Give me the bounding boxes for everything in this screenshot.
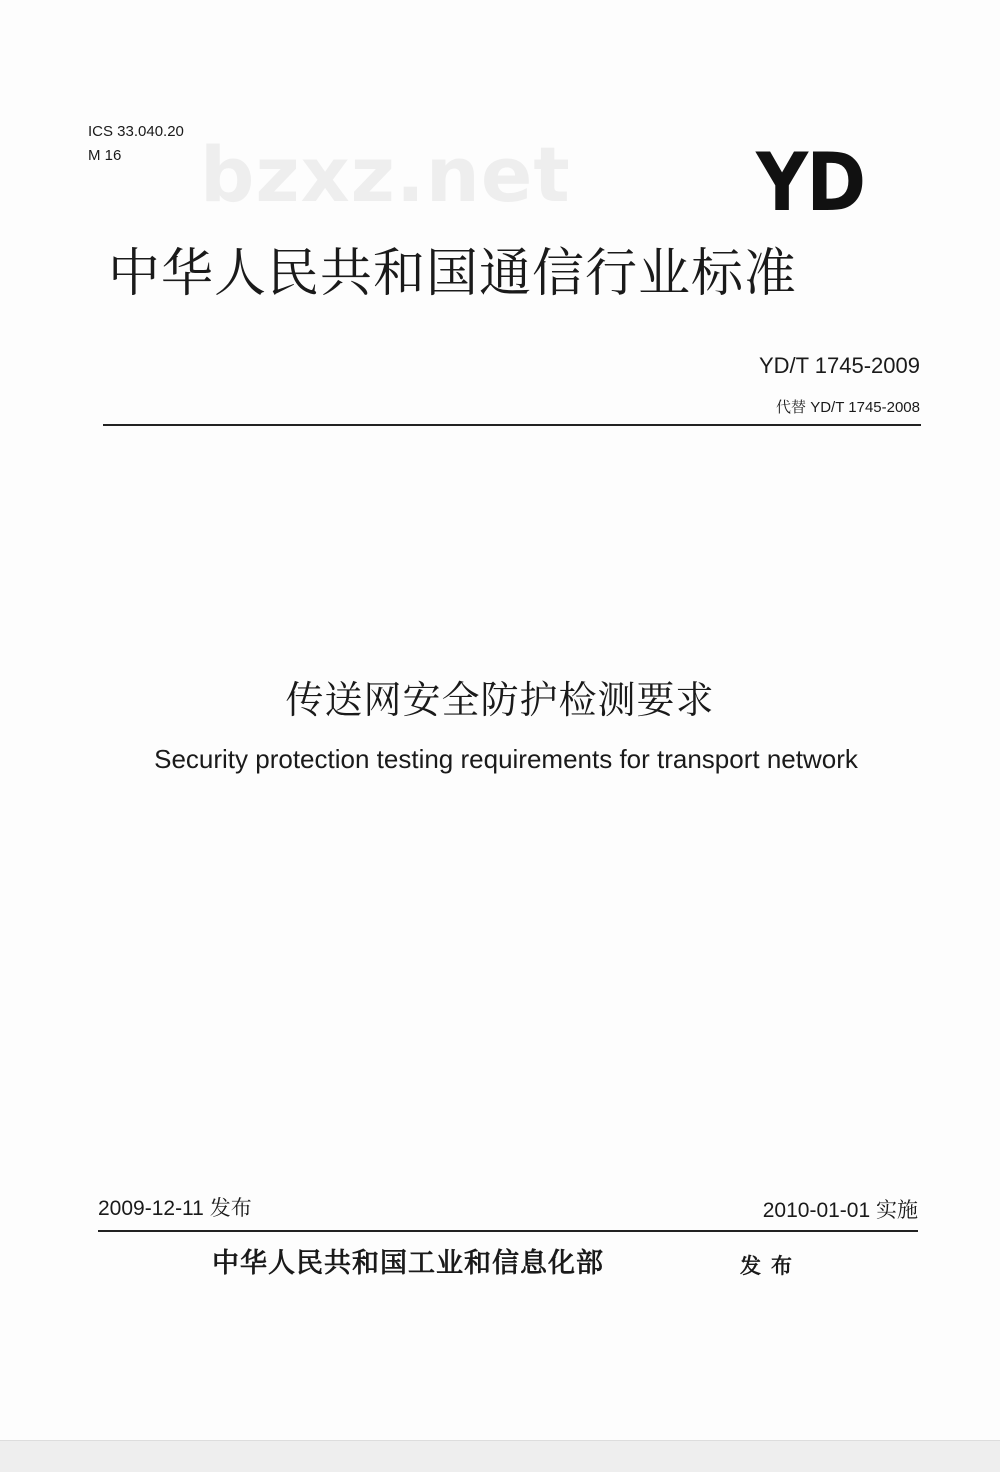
viewer-bottom-strip (0, 1440, 1000, 1472)
ics-code: ICS 33.040.20 (88, 123, 184, 140)
standard-number: YD/T 1745-2009 (758, 353, 920, 378)
standard-category-title: 中华人民共和国通信行业标准 (108, 244, 798, 304)
footer-divider (98, 1230, 918, 1232)
header-divider (103, 424, 921, 426)
replaces-standard: 代替 YD/T 1745-2008 (776, 399, 920, 416)
implementation-date: 2010-01-01 实施 (762, 1199, 918, 1222)
issuing-authority: 中华人民共和国工业和信息化部 (212, 1248, 604, 1279)
document-title-en: Security protection testing requirements for transport network (154, 744, 858, 774)
watermark: bzxz.net (200, 130, 571, 219)
category-code: M 16 (88, 147, 122, 164)
classification-block (88, 120, 184, 168)
yd-logo: YD (756, 136, 865, 229)
document-title-cn: 传送网安全防护检测要求 (285, 678, 715, 722)
issuing-action: 发布 (740, 1254, 802, 1278)
issue-date: 2009-12-11 发布 (98, 1197, 252, 1220)
